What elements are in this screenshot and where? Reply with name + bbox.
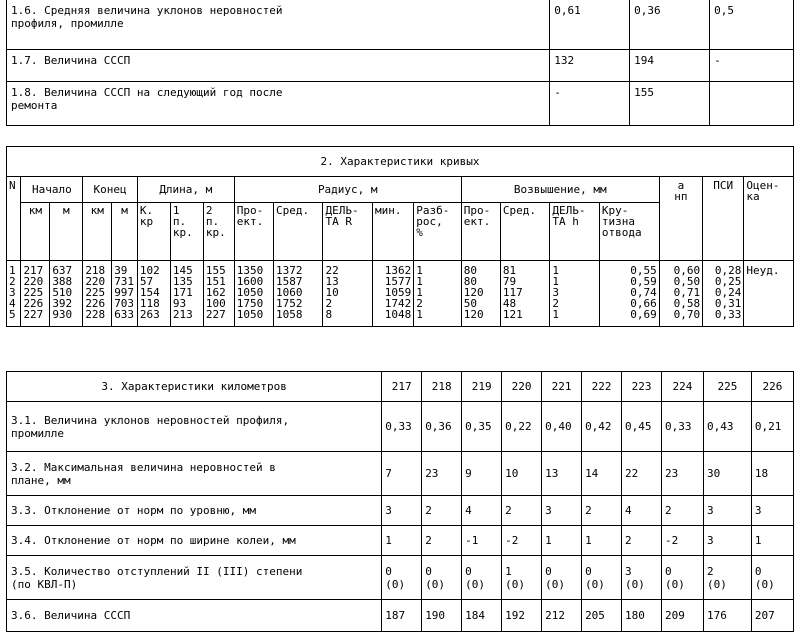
summary-value-2: 194 [630,50,710,82]
km-row-value: 2 [582,496,622,526]
km-number-header: 226 [751,372,793,402]
summary-value-1: 0,61 [550,0,630,50]
col-end-header: Конец [83,177,138,203]
summary-value-3: 0,5 [710,0,794,50]
col-start-m-header: м [50,203,83,261]
km-title: 3. Характеристики километров [7,372,382,402]
summary-label: 1.7. Величина СССП [7,50,550,82]
col-rproj-header: Про- ект. [234,203,273,261]
km-row-value: 190 [422,600,462,632]
km-row-value: 212 [542,600,582,632]
km-number-header: 223 [622,372,662,402]
km-row-label: 3.6. Величина СССП [7,600,382,632]
km-row-value: 0 (0) [662,556,704,600]
cell-psi: 0,28 0,25 0,24 0,31 0,33 [703,261,744,327]
km-row-value: 18 [751,452,793,496]
summary-row [7,0,794,50]
km-row-label: 3.5. Количество отступлений II (III) степени (по КВЛ-П) [7,556,382,600]
km-row-value: 2 [422,496,462,526]
cell-n: 1 2 3 4 5 [7,261,21,327]
cell-m2: 39 731 997 703 633 [112,261,138,327]
col-elevation-header: Возвышение, мм [461,177,659,203]
km-row-value: 3 [751,496,793,526]
km-row-value: 2 [622,526,662,556]
cell-p2: 155 151 162 100 227 [203,261,234,327]
summary-value-3: - [710,50,794,82]
cell-ravg: 1372 1587 1060 1752 1058 [273,261,323,327]
km-row-value: 3 (0) [622,556,662,600]
cell-esteep: 0,55 0,59 0,74 0,66 0,69 [599,261,659,327]
col-length-header: Длина, м [137,177,234,203]
col-rmin-header: мин. [373,203,414,261]
km-row-value: 0,45 [622,402,662,452]
col-esteep-header: Кру- тизна отвода [599,203,659,261]
km-row-value: 207 [751,600,793,632]
km-row-value: 0,43 [703,402,751,452]
km-row-value: 187 [382,600,422,632]
summary-value-2: 155 [630,82,710,126]
km-row-value: 9 [462,452,502,496]
km-row-value: 0 (0) [382,556,422,600]
km-row-value: 0,40 [542,402,582,452]
km-row-value: 0 (0) [751,556,793,600]
km-row-value: 0,33 [382,402,422,452]
km-header-row [7,372,794,402]
km-row-value: 3 [542,496,582,526]
col-ravg-header: Сред. [273,203,323,261]
km-row-value: 205 [582,600,622,632]
cell-anp: 0,60 0,50 0,71 0,58 0,70 [659,261,702,327]
km-row-value: -1 [462,526,502,556]
col-p2-header: 2 п. кр. [203,203,234,261]
km-row-value: 30 [703,452,751,496]
km-row-value: 1 [542,526,582,556]
km-row-value: 176 [703,600,751,632]
summary-value-2: 0,36 [630,0,710,50]
cell-m1: 637 388 510 392 930 [50,261,83,327]
km-row-value: 0,42 [582,402,622,452]
km-row-value: 13 [542,452,582,496]
km-row-value: 23 [662,452,704,496]
col-edelta-header: ДЕЛЬ- ТА h [550,203,600,261]
summary-row [7,82,794,126]
km-row-label: 3.3. Отклонение от норм по уровню, мм [7,496,382,526]
summary-label: 1.8. Величина СССП на следующий год после ремонта [7,82,550,126]
km-table [6,371,794,632]
km-row-value: 2 (0) [703,556,751,600]
cell-rmin: 1362 1577 1059 1742 1048 [373,261,414,327]
cell-km1: 217 220 225 226 227 [21,261,50,327]
col-radius-header: Радиус, м [234,177,461,203]
km-row-value: 0,35 [462,402,502,452]
cell-kkr: 102 57 154 118 263 [137,261,170,327]
km-row-value: 0,21 [751,402,793,452]
km-row [7,600,794,632]
summary-label: 1.6. Средняя величина уклонов неровностей профиля, промилле [7,0,550,50]
col-rating-header: Оцен- ка [744,177,794,261]
cell-km2: 218 220 225 226 228 [83,261,112,327]
km-number-header: 225 [703,372,751,402]
km-row-value: 0 (0) [582,556,622,600]
col-rdelta-header: ДЕЛЬ- ТА R [323,203,373,261]
km-row-value: 0,22 [502,402,542,452]
col-psi-header: ПСИ [703,177,744,261]
km-row-value: 23 [422,452,462,496]
km-number-header: 220 [502,372,542,402]
km-row-value: -2 [502,526,542,556]
cell-edelta: 1 1 3 2 1 [550,261,600,327]
cell-eavg: 81 79 117 48 121 [500,261,550,327]
km-number-header: 218 [422,372,462,402]
col-p1-header: 1 п. кр. [170,203,203,261]
km-row [7,556,794,600]
cell-rspread: 1 1 1 2 1 [414,261,461,327]
km-row-label: 3.2. Максимальная величина неровностей в плане, мм [7,452,382,496]
km-row-value: 0 (0) [462,556,502,600]
km-row-value: 7 [382,452,422,496]
cell-eproj: 80 80 120 50 120 [461,261,500,327]
km-row-label: 3.1. Величина уклонов неровностей профиля, промилле [7,402,382,452]
cell-rproj: 1350 1600 1050 1750 1050 [234,261,273,327]
col-eavg-header: Сред. [500,203,550,261]
km-row-value: 22 [622,452,662,496]
km-row-label: 3.4. Отклонение от норм по ширине колеи, мм [7,526,382,556]
col-kkr-header: К. кр [137,203,170,261]
km-row-value: 0 (0) [422,556,462,600]
km-number-header: 224 [662,372,704,402]
col-start-km-header: км [21,203,50,261]
km-row-value: 3 [382,496,422,526]
km-row [7,496,794,526]
km-row-value: 184 [462,600,502,632]
km-number-header: 222 [582,372,622,402]
km-row-value: 0,36 [422,402,462,452]
col-end-km-header: км [83,203,112,261]
km-row-value: 1 [382,526,422,556]
summary-row [7,50,794,82]
km-row [7,452,794,496]
curves-table [6,146,794,327]
km-number-header: 221 [542,372,582,402]
km-row-value: 3 [703,526,751,556]
km-row-value: 0 (0) [542,556,582,600]
km-number-header: 217 [382,372,422,402]
cell-rdelta: 22 13 10 2 8 [323,261,373,327]
summary-value-1: - [550,82,630,126]
col-rspread-header: Разб- рос, % [414,203,461,261]
km-row-value: -2 [662,526,704,556]
km-row-value: 1 (0) [502,556,542,600]
col-start-header: Начало [21,177,83,203]
km-row-value: 4 [622,496,662,526]
km-row-value: 10 [502,452,542,496]
col-n-header: N [7,177,21,261]
km-row-value: 4 [462,496,502,526]
km-row-value: 1 [751,526,793,556]
col-eproj-header: Про- ект. [461,203,500,261]
summary-value-1: 132 [550,50,630,82]
km-row [7,526,794,556]
km-row-value: 2 [662,496,704,526]
km-row-value: 2 [422,526,462,556]
col-anp-header: а нп [659,177,702,261]
km-row-value: 192 [502,600,542,632]
cell-p1: 145 135 171 93 213 [170,261,203,327]
km-row-value: 209 [662,600,704,632]
summary-value-3 [710,82,794,126]
km-row-value: 1 [582,526,622,556]
km-row-value: 14 [582,452,622,496]
km-row-value: 2 [502,496,542,526]
curves-title: 2. Характеристики кривых [7,147,794,177]
km-row-value: 0,33 [662,402,704,452]
summary-table [6,0,794,126]
km-row-value: 3 [703,496,751,526]
km-row [7,402,794,452]
km-row-value: 180 [622,600,662,632]
cell-rating: Неуд. [744,261,794,327]
col-end-m-header: м [112,203,138,261]
km-number-header: 219 [462,372,502,402]
